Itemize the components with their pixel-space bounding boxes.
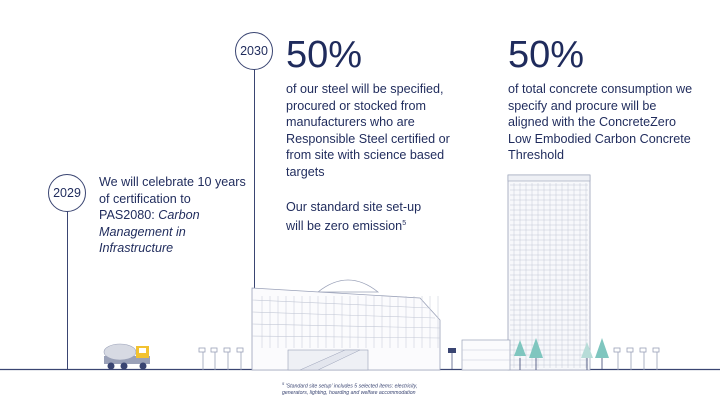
concrete-percentage: 50% bbox=[508, 34, 585, 76]
milestone-2029-plain: We will celebrate 10 years of certification to PAS2080: bbox=[99, 175, 246, 223]
footnote-line-2: generators, lighting, hoarding and welfare accommodation bbox=[282, 390, 416, 397]
emission-footnote-ref: 5 bbox=[402, 219, 407, 227]
milestone-2029-italic: Carbon Management in Infrastructure bbox=[99, 208, 200, 256]
footnote-ref: 5 bbox=[282, 381, 285, 386]
flagposts-right-icon bbox=[614, 348, 659, 370]
concrete-mixer-truck-icon bbox=[104, 344, 150, 370]
low-building-icon bbox=[462, 340, 510, 370]
year-label-2029: 2029 bbox=[53, 186, 81, 200]
concrete-text: of total concrete consumption we specify and procure will be aligned with the ConcreteZero Low Embodied Carbon Concrete Threshold bbox=[508, 82, 693, 163]
flagposts-left-icon bbox=[199, 348, 243, 370]
domed-building-icon bbox=[252, 280, 440, 370]
steel-percentage: 50% bbox=[286, 34, 363, 76]
tower-building-icon bbox=[508, 175, 590, 370]
steel-text: of our steel will be specified, procured or stocked from manufacturers who are Responsible Steel certified or from site with science based targets bbox=[286, 82, 450, 179]
footnote bbox=[282, 381, 482, 397]
year-label-2030: 2030 bbox=[240, 44, 268, 58]
footnote-line-1: 'Standard site setup' includes 5 selected items: electricity, bbox=[285, 383, 418, 390]
emission-text-body: Our standard site set-up will be zero emission bbox=[286, 200, 422, 233]
flag-icon bbox=[448, 348, 456, 370]
